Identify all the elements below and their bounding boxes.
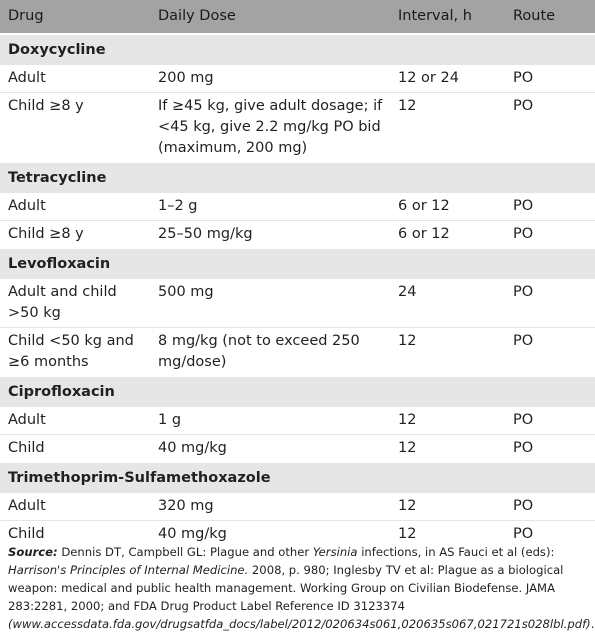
interval-cell: 12 <box>390 521 505 549</box>
interval-cell: 12 <box>390 93 505 163</box>
daily-dose-cell: 500 mg <box>158 284 214 300</box>
population-cell: Adult <box>8 198 46 214</box>
population-cell: Adult <box>8 498 46 514</box>
header-route: Route <box>505 0 595 34</box>
source-text-4: . <box>590 617 595 631</box>
route-cell: PO <box>513 498 534 514</box>
population-cell: Child <box>0 521 150 549</box>
header-drug: Drug <box>0 0 150 34</box>
route-cell: PO <box>505 435 595 463</box>
table-row <box>0 193 595 221</box>
table-row <box>0 279 595 328</box>
daily-dose-cell: 320 mg <box>158 498 214 514</box>
table-row <box>0 493 595 521</box>
drug-name: Ciprofloxacin <box>0 377 595 408</box>
drug-group-row <box>0 249 595 280</box>
daily-dose-cell: If ≥45 kg, give adult dosage; if <45 kg, give 2.2 mg/kg PO bid (maximum, 200 mg) <box>150 93 390 163</box>
table-body <box>0 34 595 548</box>
drug-group-row <box>0 463 595 494</box>
drug-name: Tetracycline <box>0 163 595 194</box>
table-header-row <box>0 0 595 34</box>
interval-cell: 6 or 12 <box>398 198 450 214</box>
source-italic-1: Yersinia <box>312 545 358 559</box>
drug-group-row <box>0 163 595 194</box>
table-row <box>0 328 595 377</box>
table-row <box>0 435 595 463</box>
table-row <box>0 93 595 163</box>
table-row <box>0 221 595 249</box>
interval-cell: 12 <box>390 328 505 377</box>
interval-cell: 12 <box>398 498 417 514</box>
population-cell: Adult and child >50 kg <box>8 284 117 321</box>
table-row <box>0 65 595 93</box>
route-cell: PO <box>513 70 534 86</box>
daily-dose-cell: 8 mg/kg (not to exceed 250 mg/dose) <box>150 328 390 377</box>
drug-group-row <box>0 34 595 65</box>
daily-dose-cell: 40 mg/kg <box>150 435 390 463</box>
header-interval: Interval, h <box>390 0 505 34</box>
drug-group-row <box>0 377 595 408</box>
table-row <box>0 407 595 435</box>
daily-dose-cell: 40 mg/kg <box>150 521 390 549</box>
interval-cell: 12 <box>390 435 505 463</box>
drug-name: Doxycycline <box>0 34 595 65</box>
population-cell: Child ≥8 y <box>0 93 150 163</box>
daily-dose-cell: 1–2 g <box>158 198 198 214</box>
interval-cell: 24 <box>398 284 417 300</box>
route-cell: PO <box>505 221 595 249</box>
interval-cell: 6 or 12 <box>390 221 505 249</box>
population-cell: Child <box>0 435 150 463</box>
daily-dose-cell: 1 g <box>158 412 182 428</box>
route-cell: PO <box>513 198 534 214</box>
route-cell: PO <box>513 284 534 300</box>
source-note <box>8 543 595 633</box>
route-cell: PO <box>505 93 595 163</box>
header-daily-dose: Daily Dose <box>150 0 390 34</box>
source-url: (www.accessdata.fda.gov/drugsatfda_docs/label/2012/020634s061,020635s067,021721s028lbl.pdf) <box>8 617 591 631</box>
source-text-2: infections, in AS Fauci et al (eds): <box>357 545 555 559</box>
population-cell: Adult <box>8 70 46 86</box>
drug-name: Levofloxacin <box>0 249 595 280</box>
population-cell: Child ≥8 y <box>0 221 150 249</box>
interval-cell: 12 <box>398 412 417 428</box>
source-italic-2: Harrison's Principles of Internal Medicine. <box>8 563 249 577</box>
daily-dose-cell: 200 mg <box>158 70 214 86</box>
source-text-1: Dennis DT, Campbell GL: Plague and other <box>57 545 313 559</box>
route-cell: PO <box>505 328 595 377</box>
route-cell: PO <box>513 412 534 428</box>
route-cell: PO <box>505 521 595 549</box>
source-label: Source: <box>8 545 58 559</box>
interval-cell: 12 or 24 <box>398 70 459 86</box>
population-cell: Child <50 kg and ≥6 months <box>0 328 150 377</box>
drug-name: Trimethoprim-Sulfamethoxazole <box>0 463 595 494</box>
population-cell: Adult <box>8 412 46 428</box>
source-text-3: 2008, p. 980; Inglesby TV et al: Plague as a biological weapon: medical and public health management. Working Group on Civilian Biodefense. JAMA 283:2281, 2000; and FDA Drug Product Label Reference ID 3123374 <box>8 563 564 613</box>
daily-dose-cell: 25–50 mg/kg <box>150 221 390 249</box>
